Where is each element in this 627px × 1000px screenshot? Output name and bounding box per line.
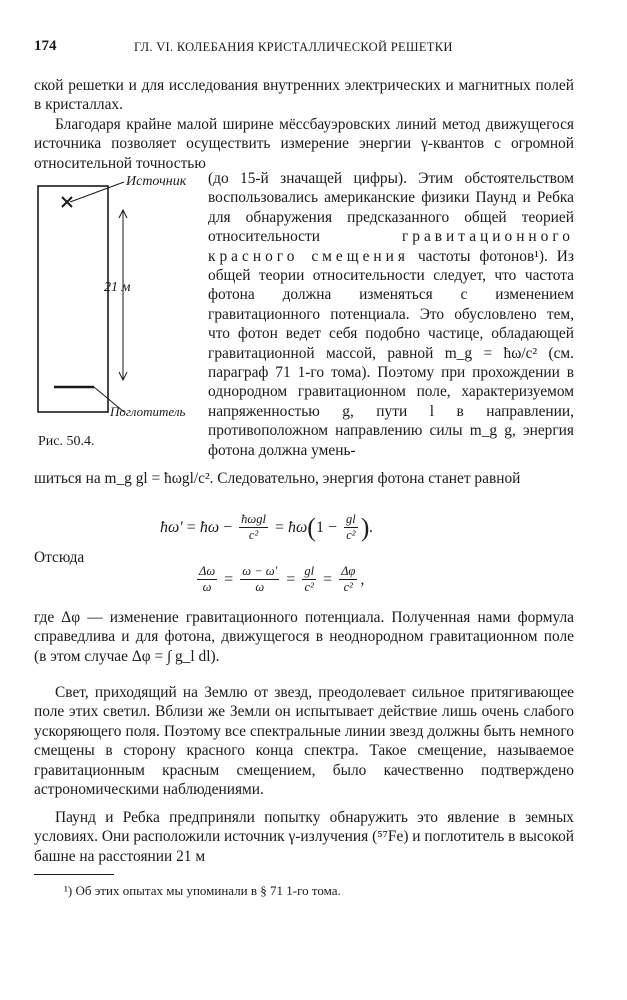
eq2-frac3-den: c² [304,580,314,594]
eq1-equals: = [186,518,196,536]
eq1-one: 1 [315,518,324,536]
eq2-frac2-num: ω − ω′ [242,564,278,578]
paragraph-continuation: ской решетки и для исследования внутренних электрических и магнитных полей в кристаллах. [34,77,574,114]
eq1-equals2: = [274,518,284,536]
paragraph-pound-rebka [208,169,574,460]
paragraph-energy-change: шиться на m_g gl = ħωgl/c². Следовательно, энергия фотона станет равной [34,470,521,487]
label-height: 21 м [104,280,131,295]
eq2-frac2 [240,564,279,595]
equation-photon-energy [160,512,373,543]
eq1-fraction2-den: c² [346,528,356,542]
page-header [34,38,593,58]
tower-outline [38,186,108,412]
paragraph-mossbauer-intro: Благодаря крайне малой ширине мёссбауэровских линий метод движущегося источника позволяет осуществить измерение энергии γ-квантов с огромной относительной точностью [34,116,574,172]
paragraph-experiment: Паунд и Ребка предприняли попытку обнаружить это явление в земных условиях. Они расположили источник γ-излучения (⁵⁷Fe) и поглотитель в высокой башне на расстоянии 21 м [34,809,574,865]
text-part-b: частоты фотонов¹). Из общей теории относительности следует, что частота фотона должна изменяться с изменением гравитационного потенциала. Это обусловлено тем, что фотон ведет себя подобно частице, обладающей гравитационной массой, равной m_g = ħω/c² (см. параграф 71 1-го тома). Поэтому при прохождении в однородном гравитационном поле, характеризуемом напряженностью g, пути l в направлении, противоположном направлению силы m_g g, энергия фотона должна умень- [208,247,574,459]
label-source: Источник [126,174,187,189]
eq2-frac3 [302,564,316,595]
eq1-fraction-den: c² [248,528,259,542]
eq2-tail: , [360,570,365,588]
eq1-fraction2 [344,512,358,543]
label-absorber: Поглотитель [110,404,186,419]
running-head: ГЛ. VI. КОЛЕБАНИЯ КРИСТАЛЛИЧЕСКОЙ РЕШЕТКИ [134,40,453,54]
word-otsyuda: Отсюда [34,549,85,566]
source-pointer [70,182,124,202]
figure-tower [24,168,214,458]
eq1-fraction-num: ħωgl [241,512,266,526]
paragraph-starlight: Свет, приходящий на Землю от звезд, преодолевает сильное притягивающее поле этих светил. Вблизи же Земли он испытывает действие лишь очень слабого ускоряющего поля. Поэтому все спектральные линии звезд должны быть немного смещены в сторону красного конца спектра. Такое смещение, называемое гравитационным красным смещением, было качественно подтверждено астрономическими наблюдениями. [34,684,574,799]
eq1-term1: ħω [199,518,220,536]
footnote-rule [34,874,114,875]
page-number: 174 [34,38,57,54]
eq2-frac1 [197,564,217,595]
eq1-fraction [239,512,268,543]
eq2-frac4-den: c² [343,580,353,594]
eq2-frac3-num: gl [304,564,315,578]
figure-caption: Рис. 50.4. [38,434,95,449]
text-potential: где Δφ — изменение гравитационного потенциала. Полученная нами формула справедлива и для фотона, движущегося в неоднородном гравитационном поле [34,609,574,646]
eq1-term2: ħω [288,518,308,536]
eq1-paren-open: ( [307,512,316,542]
text-potential-paren: (в этом случае Δφ = ∫ g_l dl). [34,647,220,665]
eq2-frac1-num: Δω [199,564,216,578]
eq1-paren-close: ) [360,512,370,542]
eq2-equals1: = [224,570,234,588]
eq2-frac1-den: ω [202,580,212,594]
eq2-frac2-den: ω [255,580,265,594]
eq1-minus2: − [327,518,337,536]
spaced-term: гравитационного красного смещения [208,228,574,265]
text-part-a: (до 15-й значащей цифры). Этим обстоятельством воспользовались американские физики Паунд и Ребка для обнаружения предсказанного общей теорией относительности [208,170,574,246]
eq1-tail: . [369,518,374,536]
eq1-lhs: ħω′ [160,518,183,536]
paragraph-potential [34,608,574,666]
eq2-equals2: = [286,570,296,588]
eq2-frac4-num: Δφ [341,564,356,578]
footnote: ¹) Об этих опытах мы упоминали в § 71 1-го тома. [64,883,341,898]
eq1-fraction2-num: gl [346,512,356,526]
eq2-equals3: = [323,570,333,588]
eq1-minus: − [223,518,233,536]
eq2-frac4 [339,564,357,595]
equation-frequency-shift [194,564,364,595]
